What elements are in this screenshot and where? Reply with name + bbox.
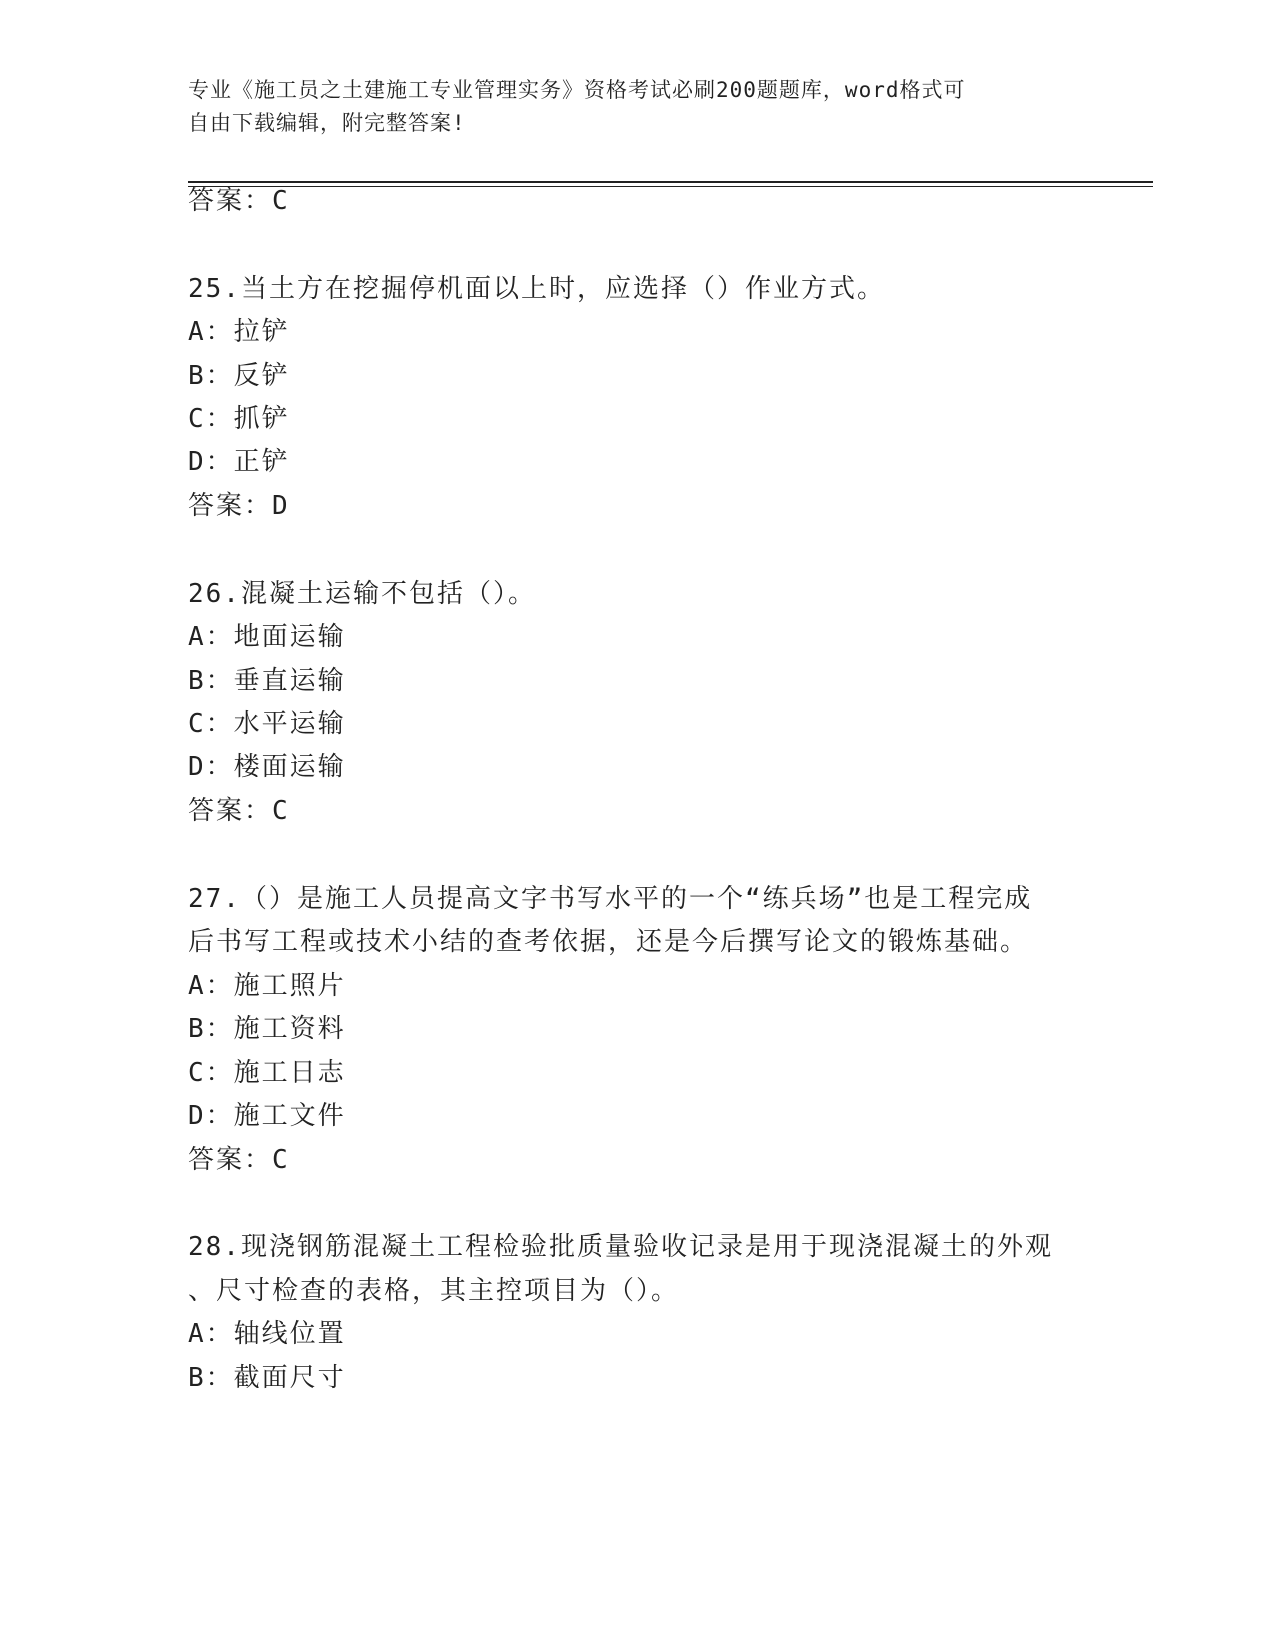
option-c: C：施工日志 — [188, 1058, 346, 1088]
question-stem-line-1: 27.（）是施工人员提高文字书写水平的一个“练兵场”也是工程完成 — [188, 884, 1033, 914]
question-stem-line-1: 28.现浇钢筋混凝土工程检验批质量验收记录是用于现浇混凝土的外观 — [188, 1232, 1053, 1262]
question-stem-line-2: 后书写工程或技术小结的查考依据，还是今后撰写论文的锻炼基础。 — [188, 927, 1029, 957]
header-line-2: 自由下载编辑，附完整答案! — [188, 111, 466, 135]
option-c: C：抓铲 — [188, 404, 290, 434]
option-b: B：垂直运输 — [188, 666, 346, 696]
answer-q25: 答案：D — [188, 491, 290, 521]
question-stem-line-2: 、尺寸检查的表格，其主控项目为（）。 — [188, 1276, 680, 1306]
answer-q24: 答案：C — [188, 186, 290, 216]
header-rule-thin — [188, 186, 1153, 187]
question-stem: 26.混凝土运输不包括（）。 — [188, 579, 536, 609]
option-b: B：截面尺寸 — [188, 1363, 346, 1393]
option-d: D：正铲 — [188, 447, 290, 477]
option-c: C：水平运输 — [188, 709, 346, 739]
header-line-1: 专业《施工员之土建施工专业管理实务》资格考试必刷200题题库，word格式可 — [188, 78, 966, 102]
option-d: D：楼面运输 — [188, 752, 346, 782]
option-a: A：地面运输 — [188, 622, 346, 652]
document-header — [188, 74, 1088, 140]
option-a: A：轴线位置 — [188, 1319, 346, 1349]
option-a: A：施工照片 — [188, 971, 346, 1001]
answer-q27: 答案：C — [188, 1145, 290, 1175]
option-a: A：拉铲 — [188, 317, 290, 347]
header-rule-thick — [188, 181, 1153, 183]
answer-q26: 答案：C — [188, 796, 290, 826]
option-d: D：施工文件 — [188, 1101, 346, 1131]
option-b: B：施工资料 — [188, 1014, 346, 1044]
question-stem: 25.当土方在挖掘停机面以上时，应选择（）作业方式。 — [188, 274, 885, 304]
option-b: B：反铲 — [188, 361, 290, 391]
